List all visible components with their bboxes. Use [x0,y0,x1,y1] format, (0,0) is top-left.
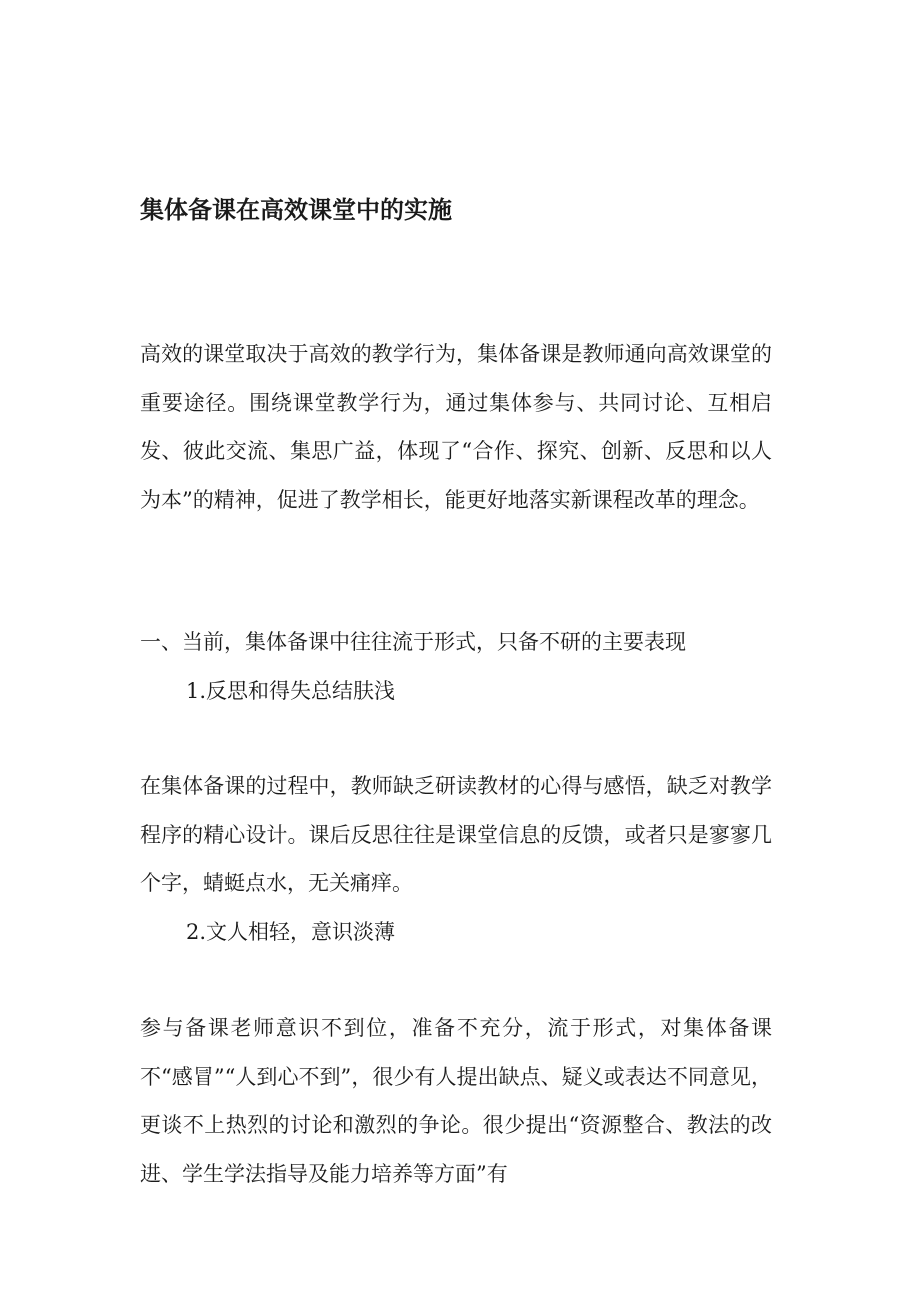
item-heading-1: 1.反思和得失总结肤浅 [186,679,396,703]
intro-paragraph: 高效的课堂取决于高效的教学行为，集体备课是教师通向高效课堂的重要途径。围绕课堂教学行为，通过集体参与、共同讨论、互相启发、彼此交流、集思广益，体现了“合作、探究、创新、反思和以人为本”的精神，促进了教学相长，能更好地落实新课程改革的理念。 [140,342,772,512]
item-body-1: 在集体备课的过程中，教师缺乏研读教材的心得与感悟，缺乏对教学程序的精心设计。课后反思往往是课堂信息的反馈，或者只是寥寥几个字，蜻蜓点水，无关痛痒。 [140,774,772,895]
section-heading: 一、当前，集体备课中往往流于形式，只备不研的主要表现 [140,630,686,654]
document-title: 集体备课在高效课堂中的实施 [140,196,452,224]
item-heading-2: 2.文人相轻，意识淡薄 [186,920,396,944]
item-body-2: 参与备课老师意识不到位，准备不充分，流于形式，对集体备课不“感冒”“人到心不到”，很少有人提出缺点、疑义或表达不同意见，更谈不上热烈的讨论和激烈的争论。很少提出“资源整合、教法的改进、学生学法指导及能力培养等方面”有 [140,1016,772,1186]
